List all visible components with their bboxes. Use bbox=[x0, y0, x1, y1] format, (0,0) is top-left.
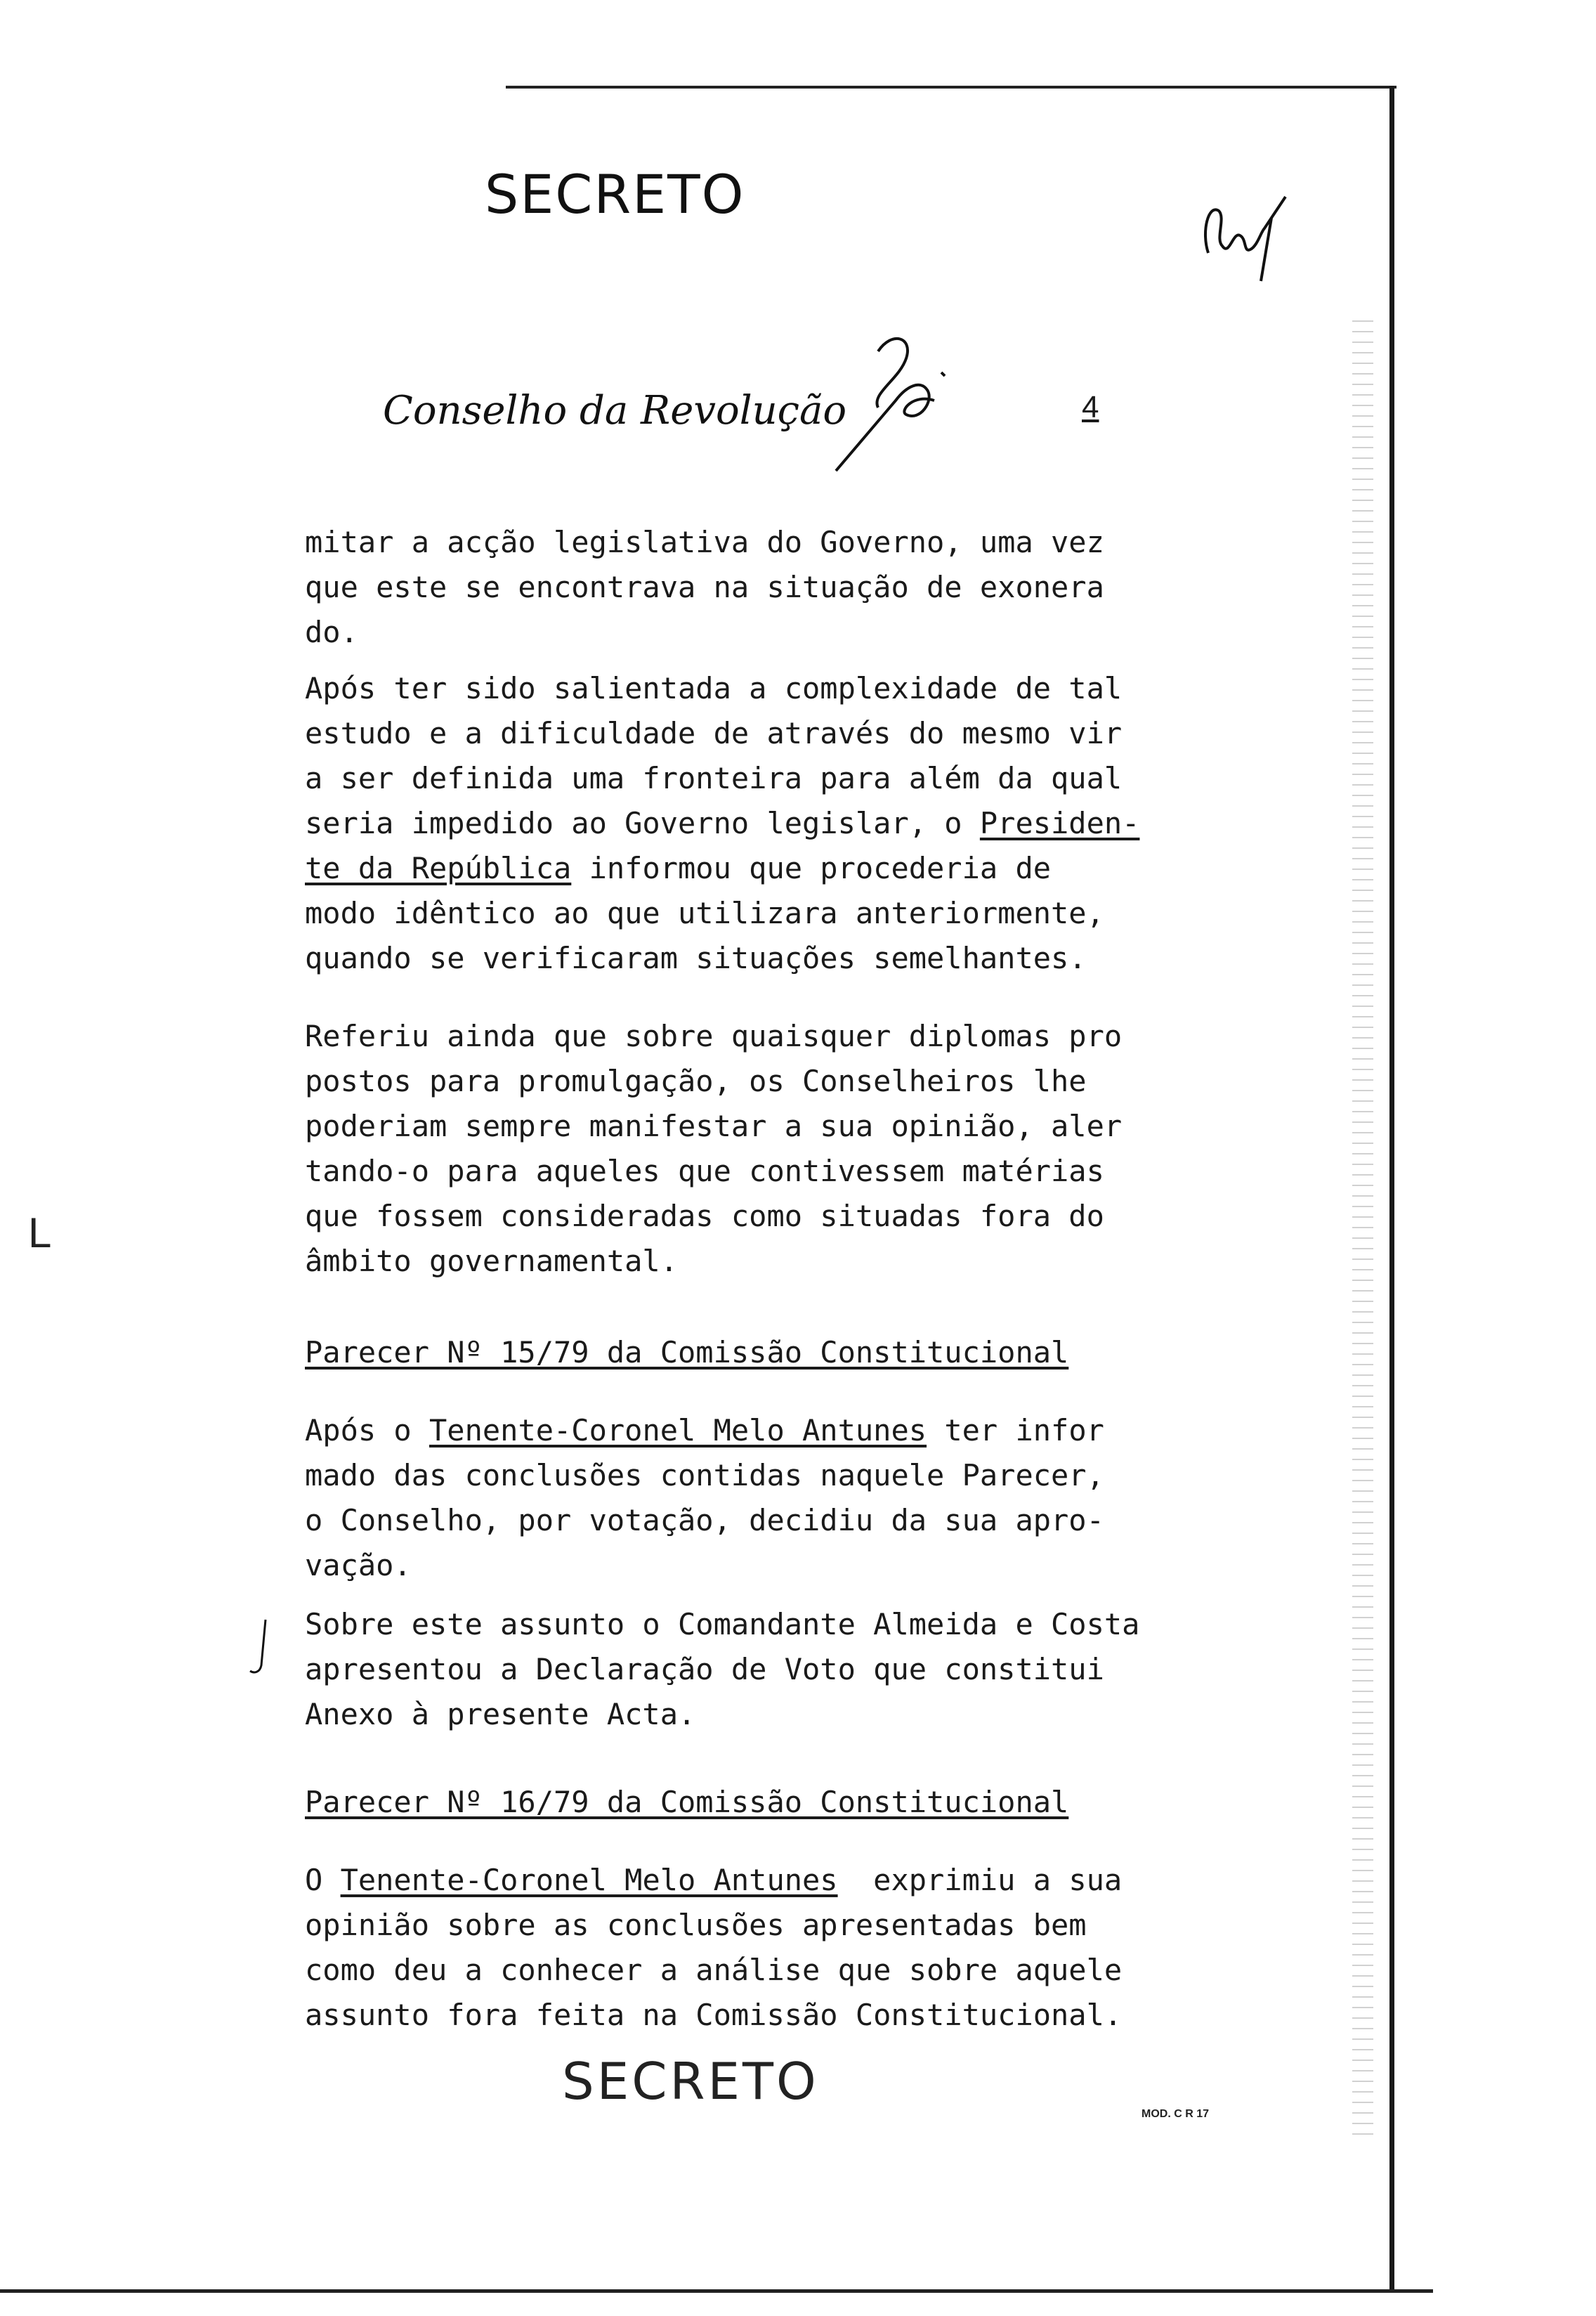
text-line: Sobre este assunto o Comandante Almeida e Costa bbox=[305, 1607, 1140, 1641]
text-line: tando-o para aqueles que contivessem matérias bbox=[305, 1154, 1104, 1188]
text-line: postos para promulgação, os Conselheiros lhe bbox=[305, 1064, 1087, 1098]
form-code: MOD. C R 17 bbox=[1142, 2108, 1210, 2120]
heading-text: Parecer Nº 16/79 da Comissão Constitucional bbox=[305, 1785, 1069, 1819]
text-line: modo idêntico ao que utilizara anteriormente, bbox=[305, 896, 1104, 930]
paragraph-5 bbox=[305, 1602, 1218, 1737]
paragraph-6 bbox=[305, 1858, 1218, 2038]
paragraph-3 bbox=[305, 1014, 1218, 1284]
heading-text: Parecer Nº 15/79 da Comissão Constitucional bbox=[305, 1335, 1069, 1370]
text-line: seria impedido ao Governo legislar, o bbox=[305, 806, 980, 840]
letterhead-title: Conselho da Revolução bbox=[383, 388, 847, 434]
margin-tick-mark bbox=[246, 1616, 274, 1679]
text-line: Após ter sido salientada a complexidade de tal bbox=[305, 671, 1123, 705]
underlined-name: te da República bbox=[305, 851, 572, 885]
top-border-line bbox=[506, 86, 1396, 89]
text-line: mitar a acção legislativa do Governo, uma vez bbox=[305, 525, 1104, 559]
text-line: Anexo à presente Acta. bbox=[305, 1697, 696, 1731]
classification-footer: SECRETO bbox=[562, 2052, 819, 2111]
underlined-name: Tenente-Coronel Melo Antunes bbox=[340, 1863, 838, 1897]
text-line: Referiu ainda que sobre quaisquer diplomas pro bbox=[305, 1019, 1123, 1053]
signature-mark bbox=[829, 323, 969, 478]
text-line: exprimiu a sua bbox=[837, 1863, 1123, 1897]
text-line: opinião sobre as conclusões apresentadas bem bbox=[305, 1908, 1087, 1942]
paragraph-1 bbox=[305, 520, 1218, 655]
initials-signature-top bbox=[1194, 190, 1293, 288]
section-heading-2 bbox=[305, 1780, 1218, 1825]
text-line: âmbito governamental. bbox=[305, 1244, 679, 1278]
text-line: que fossem consideradas como situadas fora do bbox=[305, 1199, 1104, 1233]
section-heading-1 bbox=[305, 1330, 1218, 1375]
text-line: Após o bbox=[305, 1413, 430, 1448]
text-line: O bbox=[305, 1863, 341, 1897]
text-line: a ser definida uma fronteira para além da qual bbox=[305, 761, 1123, 795]
text-line: o Conselho, por votação, decidiu da sua apro- bbox=[305, 1503, 1104, 1537]
text-line: assunto fora feita na Comissão Constitucional. bbox=[305, 1998, 1123, 2032]
classification-header: SECRETO bbox=[485, 163, 745, 226]
paragraph-2 bbox=[305, 666, 1218, 981]
text-line: informou que procederia de bbox=[571, 851, 1052, 885]
page-number: 4 bbox=[1082, 390, 1099, 424]
text-line: quando se verificaram situações semelhantes. bbox=[305, 941, 1087, 975]
text-line: do. bbox=[305, 615, 358, 649]
underlined-name: Tenente-Coronel Melo Antunes bbox=[429, 1413, 927, 1448]
underlined-name: Presiden- bbox=[979, 806, 1140, 840]
text-line: que este se encontrava na situação de exonera bbox=[305, 570, 1104, 604]
text-line: como deu a conhecer a análise que sobre aquele bbox=[305, 1953, 1123, 1987]
text-line: apresentou a Declaração de Voto que constitui bbox=[305, 1652, 1104, 1686]
text-line: ter infor bbox=[927, 1413, 1104, 1448]
text-line: vação. bbox=[305, 1548, 412, 1582]
text-line: poderiam sempre manifestar a sua opinião, aler bbox=[305, 1109, 1123, 1143]
margin-mark-bracket: L bbox=[28, 1209, 52, 1256]
text-line: estudo e a dificuldade de através do mesmo vir bbox=[305, 716, 1123, 750]
paragraph-4 bbox=[305, 1408, 1218, 1588]
right-border-line bbox=[1389, 86, 1394, 2292]
scan-noise-strip bbox=[1352, 316, 1373, 2143]
text-line: mado das conclusões contidas naquele Parecer, bbox=[305, 1458, 1104, 1492]
bottom-border-line bbox=[0, 2289, 1433, 2293]
